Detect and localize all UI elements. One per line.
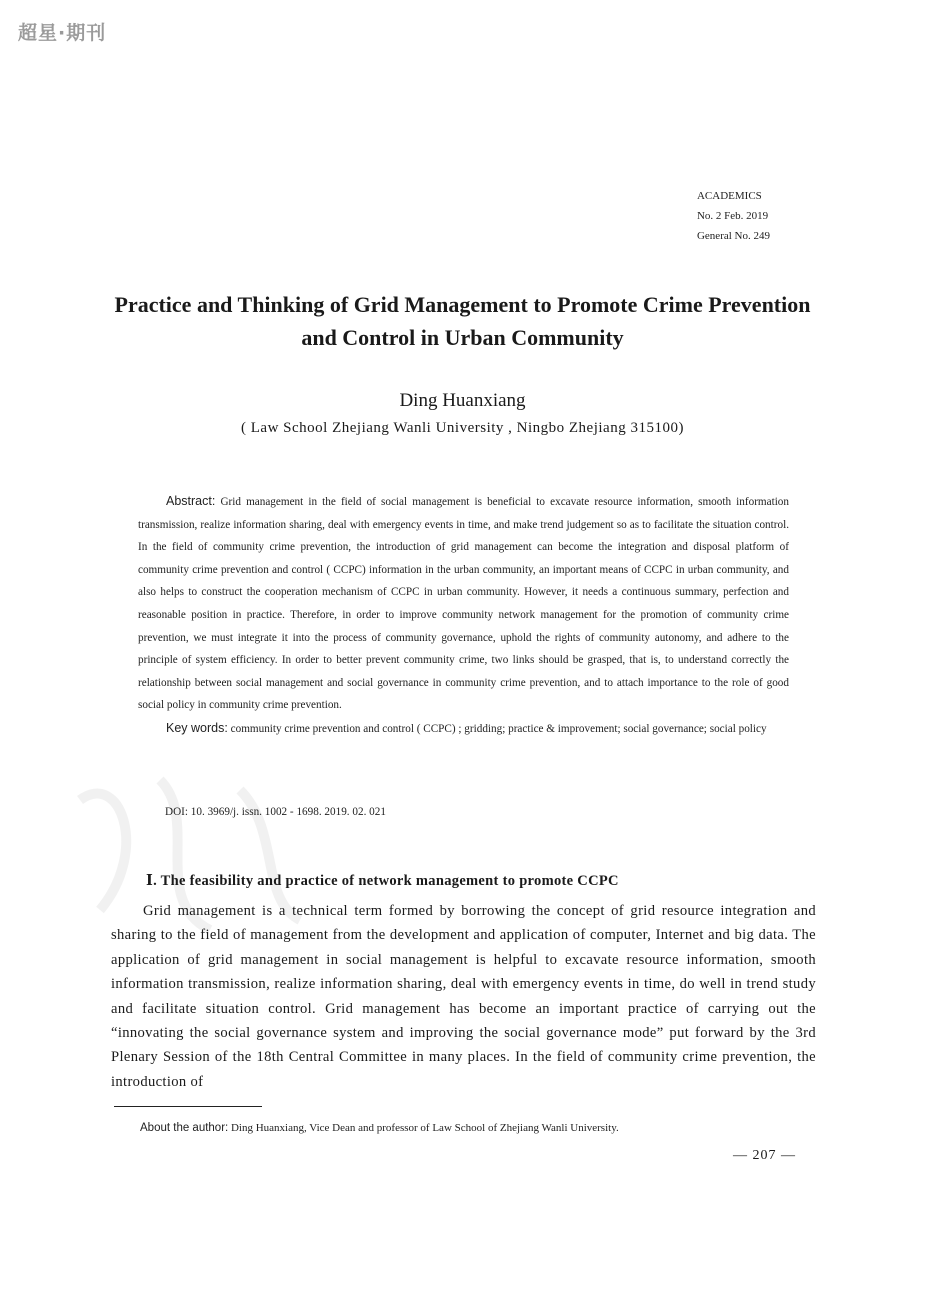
abstract-label: Abstract: bbox=[166, 494, 216, 508]
journal-info bbox=[697, 186, 770, 246]
footnote bbox=[140, 1122, 619, 1134]
footnote-text: Ding Huanxiang, Vice Dean and professor of Law School of Zhejiang Wanli University. bbox=[230, 1122, 619, 1134]
abstract-block bbox=[138, 490, 789, 741]
abstract-text: Grid management in the field of social management is beneficial to excavate resource information, smooth information transmission, realize information sharing, deal with emergency events in time, and make trend judgement so as to facilitate the situation control. In the field of community crime prevention, the introduction of grid management can become the integration and disposal platform of community crime prevention and control ( CCPC) information in the urban community, an important means of CCPC in urban community, and also helps to construct the cooperation mechanism of CCPC in urban community. However, it needs a continuous summary, perfection and reasonable position in practice. Therefore, in order to improve community network management for the promotion of community crime prevention, we must integrate it into the process of community governance, uphold the rights of community autonomy, and adhere to the principle of system efficiency. In order to better prevent community crime, two links should be grasped, that is, to understand correctly the relationship between social management and social governance in community crime prevention, and to attach importance to the role of good social policy in community crime prevention. bbox=[138, 496, 789, 712]
body-paragraph bbox=[111, 899, 816, 1094]
section-heading: Ⅰ. The feasibility and practice of network management to promote CCPC bbox=[146, 873, 619, 889]
footnote-label: About the author: bbox=[140, 1122, 229, 1134]
body-paragraph-text: Grid management is a technical term formed by borrowing the concept of grid resource integration and sharing to the field of management from the development and application of computer, Internet and big data. The application of grid management in social management is helpful to excavate resource information, smooth information transmission, realize information sharing, deal with emergency events in time, do well in trend study and facilitate situation control. Grid management has become an important practice of carrying out the “innovating the social governance system and improving the social governance mode” put forward by the 3rd Plenary Session of the 18th Central Committee in many places. In the field of community crime prevention, the introduction of bbox=[111, 903, 816, 1090]
page-number: — 207 — bbox=[733, 1148, 796, 1163]
keywords-label: Key words: bbox=[166, 720, 228, 735]
article-author: Ding Huanxiang bbox=[399, 390, 526, 411]
watermark-logo: 超星·期刊 bbox=[18, 22, 107, 44]
journal-issue: No. 2 Feb. 2019 bbox=[696, 210, 769, 222]
doi: DOI: 10. 3969/j. issn. 1002 - 1698. 2019. 02. 021 bbox=[165, 806, 386, 818]
journal-name: ACADEMICS bbox=[696, 190, 762, 202]
article-title: Practice and Thinking of Grid Management to Promote Crime Prevention and Control in Urban Community bbox=[114, 292, 811, 350]
keywords-text: community crime prevention and control ( CCPC) ; gridding; practice & improvement; social governance; social policy bbox=[230, 722, 767, 735]
journal-general-number: General No. 249 bbox=[696, 230, 770, 242]
footnote-divider bbox=[114, 1106, 262, 1107]
author-affiliation: ( Law School Zhejiang Wanli University , Ningbo Zhejiang 315100) bbox=[241, 420, 684, 436]
